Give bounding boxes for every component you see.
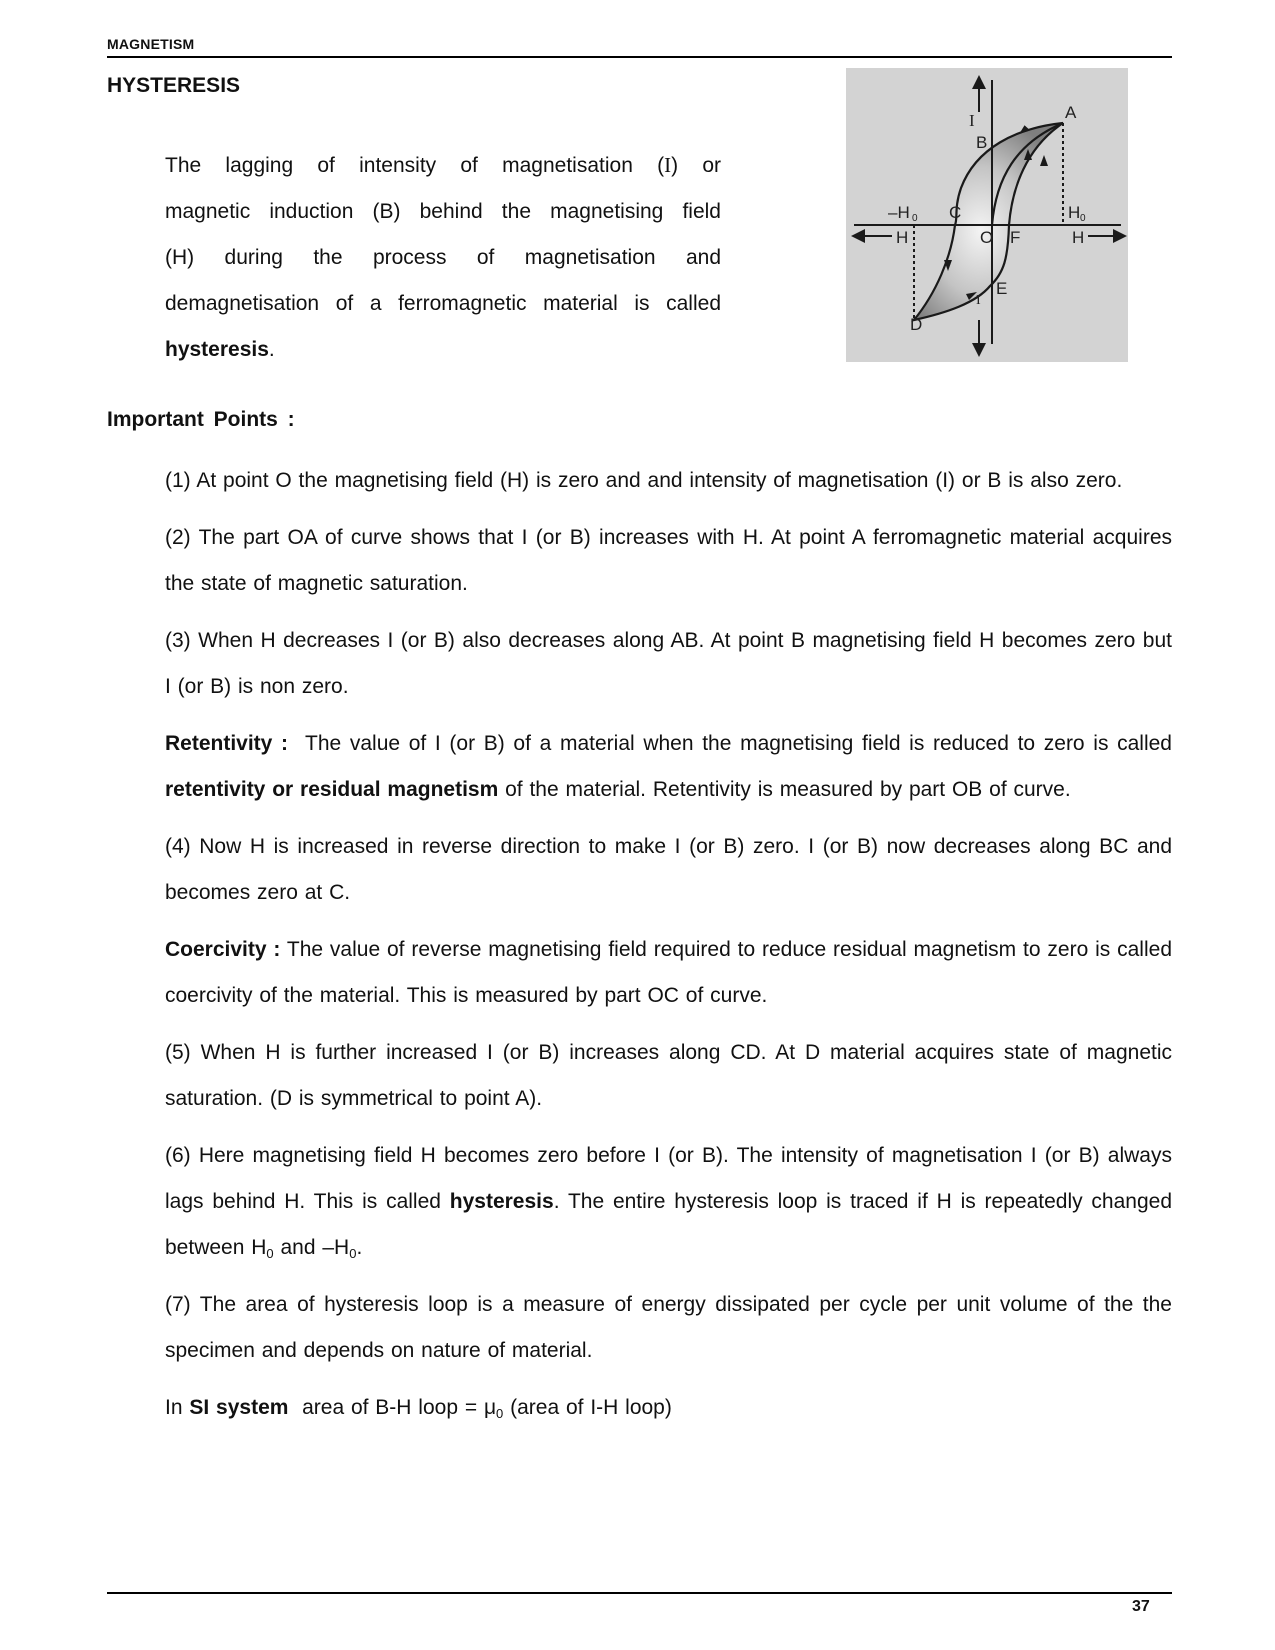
point-6-text-2: . The entire hysteresis loop is traced if H is repeatedly changed between H	[165, 1190, 1173, 1259]
important-points-heading: Important Points :	[107, 408, 295, 431]
footer-rule	[107, 1592, 1172, 1594]
point-5: (5) When H is further increased I (or B) increases along CD. At D material acquires state of magnetic saturation. (D is symmetrical to point A).	[165, 1041, 1172, 1110]
point-6-text-4: .	[356, 1236, 363, 1259]
point-6-sub-1: 0	[266, 1246, 274, 1261]
intro-term-hysteresis: hysteresis	[165, 338, 269, 361]
coercivity-definition	[165, 927, 1172, 1019]
intro-paragraph	[165, 142, 721, 373]
arrow-fa-icon	[1040, 155, 1048, 166]
coercivity-term: Coercivity :	[165, 938, 281, 961]
retentivity-definition	[165, 721, 1179, 813]
important-points-list	[165, 458, 1179, 1442]
point-2: (2) The part OA of curve shows that I (or B) increases with H. At point A ferromagnetic material acquires the state of magnetic saturation.	[165, 526, 1172, 595]
si-mu-sub: 0	[496, 1406, 504, 1421]
intro-symbol-i: I	[664, 153, 672, 177]
label-d: D	[910, 315, 923, 334]
label-neg-h0: –H	[888, 203, 910, 222]
label-o: O	[980, 228, 994, 247]
point-1: (1) At point O the magnetising field (H) is zero and and intensity of magnetisation (I) or B is also zero.	[165, 469, 1123, 492]
label-c: C	[949, 203, 962, 222]
si-text-1: In	[165, 1396, 190, 1419]
si-text-2: area of B-H loop = μ	[288, 1396, 497, 1419]
retentivity-text-2: of the material. Retentivity is measured by part OB of curve.	[498, 778, 1071, 801]
header-rule	[107, 56, 1172, 58]
label-f: F	[1010, 228, 1021, 247]
point-6-bold-hysteresis: hysteresis	[449, 1190, 554, 1213]
running-head: MAGNETISM	[107, 36, 195, 52]
point-6-text-1: (6) Here magnetising field H becomes zero before I (or B). The intensity of magnetisation I (or B) always lags behind H. This is called	[165, 1144, 1172, 1213]
retentivity-text-1: The value of I (or B) of a material when the magnetising field is reduced to zero is called	[288, 732, 1179, 755]
label-h-left: H	[896, 228, 909, 247]
point-3: (3) When H decreases I (or B) also decreases along AB. At point B magnetising field H becomes zero but I (or B) is non zero.	[165, 629, 1172, 698]
page-number: 37	[1132, 1598, 1150, 1615]
label-e: E	[996, 279, 1008, 298]
intro-text-2: ) or magnetic induction (B) behind the magnetising field (H) during the process of magnetisation and demagnetisation of a ferromagnetic material is called	[165, 154, 722, 315]
point-7: (7) The area of hysteresis loop is a measure of energy dissipated per cycle per unit volume of the the specimen and depends on nature of material.	[165, 1293, 1172, 1362]
label-neg-h0-sub: 0	[912, 213, 918, 224]
label-h0-sub: 0	[1080, 213, 1086, 224]
retentivity-bold-phrase: retentivity or residual magnetism	[165, 778, 499, 801]
label-h-right: H	[1072, 228, 1085, 247]
hysteresis-loop-diagram	[846, 68, 1128, 362]
intro-text-1: The lagging of intensity of magnetisation (	[165, 154, 665, 177]
label-i-top: I	[969, 111, 975, 130]
label-h0: H	[1068, 203, 1081, 222]
si-text-3: (area of I-H loop)	[503, 1396, 672, 1419]
point-4: (4) Now H is increased in reverse direction to make I (or B) zero. I (or B) now decreases along BC and becomes zero at C.	[165, 835, 1172, 904]
point-6-sub-2: 0	[349, 1246, 357, 1261]
coercivity-text: The value of reverse magnetising field required to reduce residual magnetism to zero is called coercivity of the material. This is measured by part OC of curve.	[165, 938, 1172, 1007]
hysteresis-loop-figure	[846, 68, 1128, 362]
retentivity-term: Retentivity :	[165, 732, 289, 755]
hysteresis-loop-area	[914, 123, 1063, 320]
si-system-note	[165, 1385, 1172, 1431]
point-6	[165, 1133, 1172, 1271]
label-a: A	[1065, 103, 1077, 122]
si-system-bold: SI system	[189, 1396, 289, 1419]
label-i-bottom: I	[976, 293, 981, 308]
point-6-text-3: and –H	[273, 1236, 350, 1259]
intro-text-3: .	[268, 338, 275, 361]
section-title: HYSTERESIS	[107, 74, 241, 97]
label-b: B	[976, 133, 988, 152]
